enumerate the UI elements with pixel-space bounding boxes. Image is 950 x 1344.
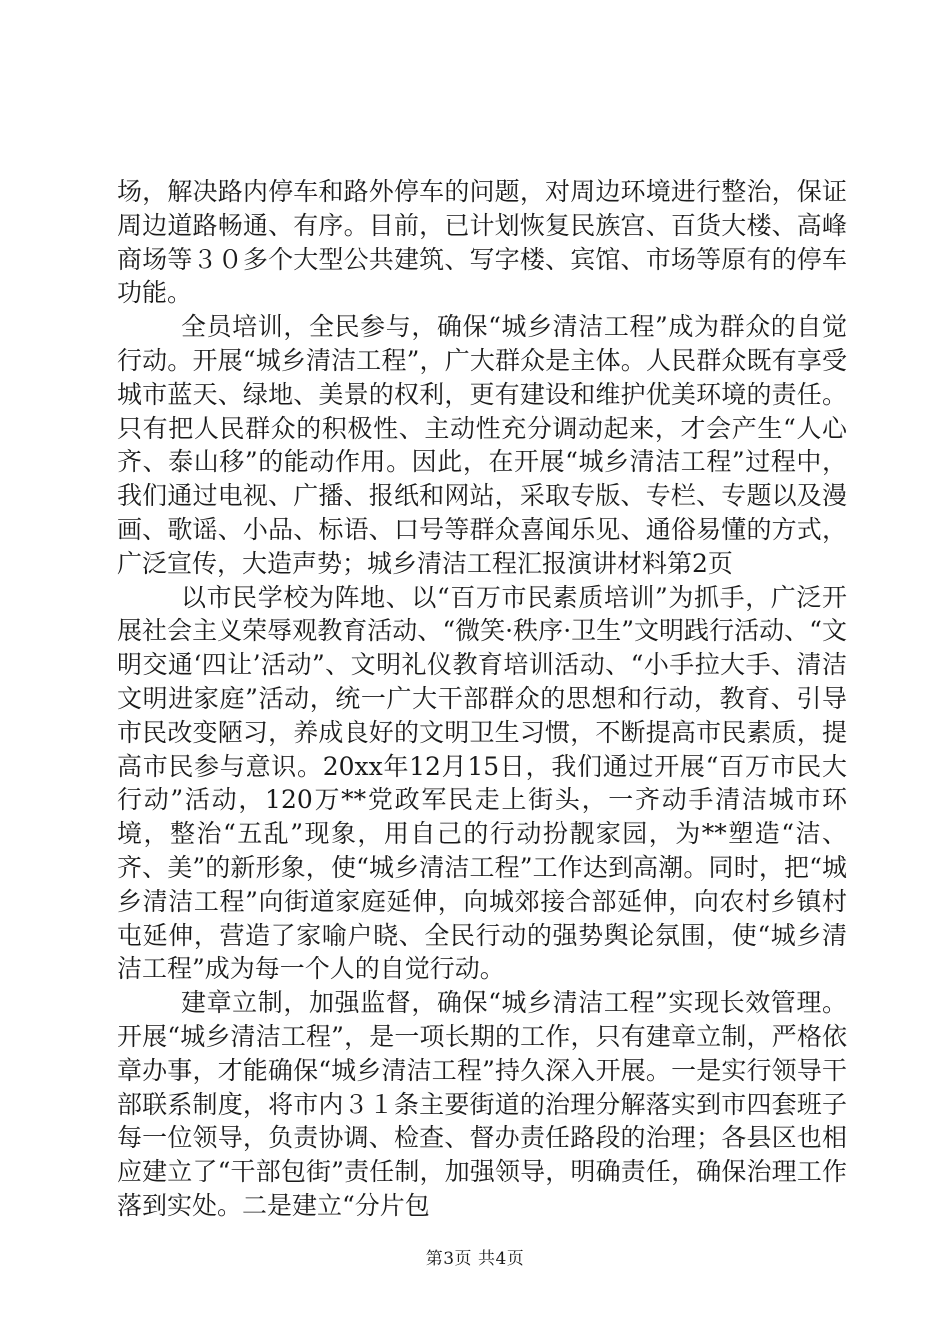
page-footer: 第3页 共4页	[425, 1249, 525, 1269]
paragraph-2: 全员培训，全民参与，确保“城乡清洁工程”成为群众的自觉行动。开展“城乡清洁工程”，广大群众是主体。人民群众既有享受城市蓝天、绿地、美景的权利，更有建设和维护优美环境的责任。只有把人民群众的积极性、主动性充分调动起来，才会产生“人心齐、泰山移”的能动作用。因此，在开展“城乡清洁工程”过程中，我们通过电视、广播、报纸和网站，采取专版、专栏、专题以及漫画、歌谣、小品、标语、口号等群众喜闻乐见、通俗易懂的方式，广泛宣传，大造声势；城乡清洁工程汇报演讲材料第2页	[117, 312, 847, 578]
document-body	[117, 175, 847, 1223]
paragraph-3: 以市民学校为阵地、以“百万市民素质培训”为抓手，广泛开展社会主义荣辱观教育活动、“微笑·秩序·卫生”文明践行活动、“文明交通‘四让’活动”、文明礼仪教育培训活动、“小手拉大手、清洁文明进家庭”活动，统一广大干部群众的思想和行动，教育、引导市民改变陋习，养成良好的文明卫生习惯，不断提高市民素质，提高市民参与意识。20xx年12月15日，我们通过开展“百万市民大行动”活动，120万**党政军民走上街头，一齐动手清洁城市环境，整治“五乱”现象，用自己的行动扮靓家园，为**塑造“洁、齐、美”的新形象，使“城乡清洁工程”工作达到高潮。同时，把“城乡清洁工程”向街道家庭延伸，向城郊接合部延伸，向农村乡镇村屯延伸，营造了家喻户晓、全民行动的强势舆论氛围，使“城乡清洁工程”成为每一个人的自觉行动。	[117, 582, 847, 984]
paragraph-1: 场，解决路内停车和路外停车的问题，对周边环境进行整治，保证周边道路畅通、有序。目前，已计划恢复民族宫、百货大楼、高峰商场等３０多个大型公共建筑、写字楼、宾馆、市场等原有的停车功能。	[117, 177, 847, 308]
paragraph-4: 建章立制，加强监督，确保“城乡清洁工程”实现长效管理。开展“城乡清洁工程”，是一项长期的工作，只有建章立制，严格依章办事，才能确保“城乡清洁工程”持久深入开展。一是实行领导干部联系制度，将市内３１条主要街道的治理分解落实到市四套班子每一位领导，负责协调、检查、督办责任路段的治理；各县区也相应建立了“干部包街”责任制，加强领导，明确责任，确保治理工作落到实处。二是建立“分片包	[117, 988, 847, 1220]
